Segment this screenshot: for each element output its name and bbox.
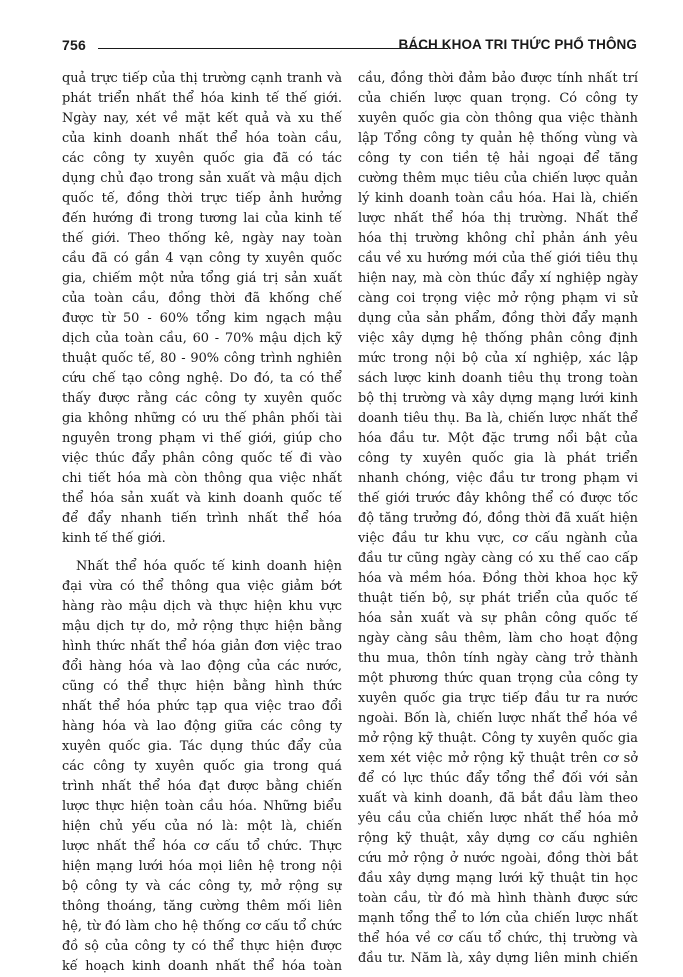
text-line: đồ sộ của công ty có thể thực hiện được [62, 939, 342, 954]
text-line: gia không những có ưu thế phân phối tài [62, 411, 342, 426]
text-line: dịch của toàn cầu, 60 - 70% mậu dịch kỹ [62, 331, 342, 346]
text-line: hóa đầu tư. Một đặc trưng nổi bật của [358, 431, 638, 446]
text-line: đầu tư cũng ngày càng có xu thế cao cấp [358, 551, 638, 566]
text-line: xem xét việc mở rộng kỹ thuật trên cơ sở [358, 751, 638, 766]
text-line: thể hóa về cơ cấu tổ chức, thị trường và [358, 931, 638, 946]
text-line: ngày càng sâu thêm, làm cho hoạt động [358, 631, 638, 646]
text-line: thuật quốc tế, 80 - 90% công trình nghiên [62, 351, 342, 366]
text-line: đến hướng đi trong tương lai của kinh tế [62, 211, 342, 226]
left-column [62, 69, 342, 977]
right-column [358, 69, 638, 969]
text-line: xuyên quốc gia. Tác dụng thúc đẩy của [62, 739, 342, 754]
text-line: xuyên quốc gia còn thông qua việc thành [358, 111, 638, 126]
text-line: thế giới trước đây không thể có được tốc [358, 491, 638, 506]
text-line: xuyên quốc gia trực tiếp đầu tư ra nước [358, 691, 638, 706]
text-line: cầu về xu hướng mới của thế giới tiêu thụ [358, 251, 638, 266]
paragraph-gap [62, 549, 342, 557]
text-line: hóa sản xuất và sự phân công quốc tế [358, 611, 638, 626]
text-line: Ngày nay, xét về mặt kết quả và xu thế [62, 111, 342, 126]
text-line: nhất thể hóa phức tạp qua việc trao đổi [62, 699, 342, 714]
text-line: ngoài. Bốn là, chiến lược nhất thể hóa về [358, 711, 638, 726]
text-line: đại vừa có thể thông qua việc giảm bớt [62, 579, 342, 594]
text-line: bộ công ty và các công ty, mở rộng sự [62, 879, 342, 894]
text-line: nhanh chóng, việc đầu tư trong phạm vi [358, 471, 638, 486]
text-line: công ty xuyên quốc gia là phát triển [358, 451, 638, 466]
text-line: mở rộng kỹ thuật. Công ty xuyên quốc gia [358, 731, 638, 746]
text-line: dụng của sản phẩm, đồng thời đẩy mạnh [358, 311, 638, 326]
text-line: hàng rào mậu dịch và thực hiện khu vực [62, 599, 342, 614]
text-line: chi tiết hóa mà còn thông qua việc nhất [62, 471, 342, 486]
text-line: hiện nay, mà còn thúc đẩy xí nghiệp ngày [358, 271, 638, 286]
text-line: kế hoạch kinh doanh nhất thể hóa toàn [62, 959, 342, 974]
text-line: gia, chiếm một nửa tổng giá trị sản xuất [62, 271, 342, 286]
text-line: thu mua, thôn tính ngày càng trở thành [358, 651, 638, 666]
text-line: yêu cầu của chiến lược nhất thể hóa mở [358, 811, 638, 826]
text-line: được từ 50 - 60% tổng kim ngạch mậu [62, 311, 342, 326]
text-line: các công ty xuyên quốc gia trong quá [62, 759, 342, 774]
text-line: lược nhất thể hóa thị trường. Nhất thể [358, 211, 638, 226]
text-line: việc thúc đẩy phân công quốc tế đi vào [62, 451, 342, 466]
text-line: hiện mạng lưới hóa mọi liên hệ trong nội [62, 859, 342, 874]
text-line: đầu tư. Năm là, xây dựng liên minh chiến [358, 951, 638, 966]
text-line: doanh tiêu thụ. Ba là, chiến lược nhất thể [358, 411, 638, 426]
book-title: BÁCH KHOA TRI THỨC PHỔ THÔNG [398, 37, 637, 52]
text-line: của kinh doanh nhất thể hóa toàn cầu, [62, 131, 342, 146]
text-line: hàng hóa và lao động giữa các công ty [62, 719, 342, 734]
text-line: quốc tế, đồng thời trực tiếp ảnh hưởng [62, 191, 342, 206]
text-line: nguyên trong phạm vi thế giới, giúp cho [62, 431, 342, 446]
text-line: để đẩy nhanh tiến trình nhất thể hóa [62, 511, 342, 526]
text-line: thuật tiến bộ, sự phát triển của quốc tế [358, 591, 638, 606]
text-line: lý kinh doanh toàn cầu hóa. Hai là, chiến [358, 191, 638, 206]
text-line: hình thức nhất thể hóa giản đơn việc trao [62, 639, 342, 654]
text-line: dụng chủ đạo trong sản xuất và mậu dịch [62, 171, 342, 186]
text-line: thông thoáng, tăng cường thêm mối liên [62, 899, 342, 914]
text-line: quả trực tiếp của thị trường cạnh tranh và [62, 71, 342, 86]
text-line: việc xây dựng hệ thống phân công định [358, 331, 638, 346]
text-line: thể hóa sản xuất và kinh doanh quốc tế [62, 491, 342, 506]
text-line: rộng kỹ thuật, xây dựng cơ cấu nghiên [358, 831, 638, 846]
text-line: mức trong nội bộ của xí nghiệp, xác lập [358, 351, 638, 366]
text-line: cũng có thể thực hiện bằng hình thức [62, 679, 342, 694]
text-line: lược nhất thể hóa cơ cấu tổ chức. Thực [62, 839, 342, 854]
text-line: của chiến lược quan trọng. Có công ty [358, 91, 638, 106]
text-line: đầu xây dựng mạng lưới kỹ thuật tin học [358, 871, 638, 886]
text-line: sách lược kinh doanh tiêu thụ trong toàn [358, 371, 638, 386]
page-header [62, 32, 637, 60]
text-line: Nhất thể hóa quốc tế kinh doanh hiện [76, 559, 342, 574]
text-line: thế giới. Theo thống kê, ngày nay toàn [62, 231, 342, 246]
text-line: cứu mở rộng ở nước ngoài, đồng thời bắt [358, 851, 638, 866]
header-rule [98, 48, 448, 49]
page-number: 756 [62, 37, 86, 53]
text-line: hiện chủ yếu của nó là: một là, chiến [62, 819, 342, 834]
text-line: thấy được rằng các công ty xuyên quốc [62, 391, 342, 406]
text-line: cứu chế tạo công nghệ. Do đó, ta có thể [62, 371, 342, 386]
text-line: mạnh tổng thể to lớn của chiến lược nhất [358, 911, 638, 926]
text-line: phát triển nhất thể hóa kinh tế thế giới. [62, 91, 342, 106]
paragraph [62, 557, 342, 977]
text-line: lược thực hiện toàn cầu hóa. Những biểu [62, 799, 342, 814]
text-line: trình nhất thể hóa đạt được bằng chiến [62, 779, 342, 794]
text-line: một phương thức quan trọng của công ty [358, 671, 638, 686]
text-line: mậu dịch tự do, mở rộng thực hiện bằng [62, 619, 342, 634]
text-line: việc đầu tư khu vực, cơ cấu ngành của [358, 531, 638, 546]
text-line: bộ thị trường và xây dựng mạng lưới kinh [358, 391, 638, 406]
paragraph [358, 69, 638, 969]
paragraph [62, 69, 342, 549]
text-line: đổi hàng hóa và lao động của các nước, [62, 659, 342, 674]
text-line: cường thêm mục tiêu của chiến lược quản [358, 171, 638, 186]
text-line: xuất và kinh doanh, đã bắt đầu làm theo [358, 791, 638, 806]
text-line: hóa và mềm hóa. Đồng thời khoa học kỹ [358, 571, 638, 586]
text-line: công ty con tiền tệ hải ngoại để tăng [358, 151, 638, 166]
text-line: cầu, đồng thời đảm bảo được tính nhất trí [358, 71, 638, 86]
text-line: kinh tế thế giới. [62, 531, 166, 546]
text-line: cầu đã có gần 4 vạn công ty xuyên quốc [62, 251, 342, 266]
text-line: độ tăng trưởng đó, đồng thời đã xuất hiện [358, 511, 638, 526]
text-line: hóa thị trường không chỉ phản ánh yêu [358, 231, 638, 246]
text-line: các công ty xuyên quốc gia đã có tác [62, 151, 342, 166]
text-line: của toàn cầu, đồng thời đã khống chế [62, 291, 342, 306]
text-line: hệ, từ đó làm cho hệ thống cơ cấu tổ chức [62, 919, 342, 934]
text-line: lập Tổng công ty quản hệ thống vùng và [358, 131, 638, 146]
text-line: toàn cầu, từ đó mà hình thành được sức [358, 891, 638, 906]
text-line: để có lực thúc đẩy tổng thể đối với sản [358, 771, 638, 786]
text-line: càng coi trọng việc mở rộng phạm vi sử [358, 291, 638, 306]
